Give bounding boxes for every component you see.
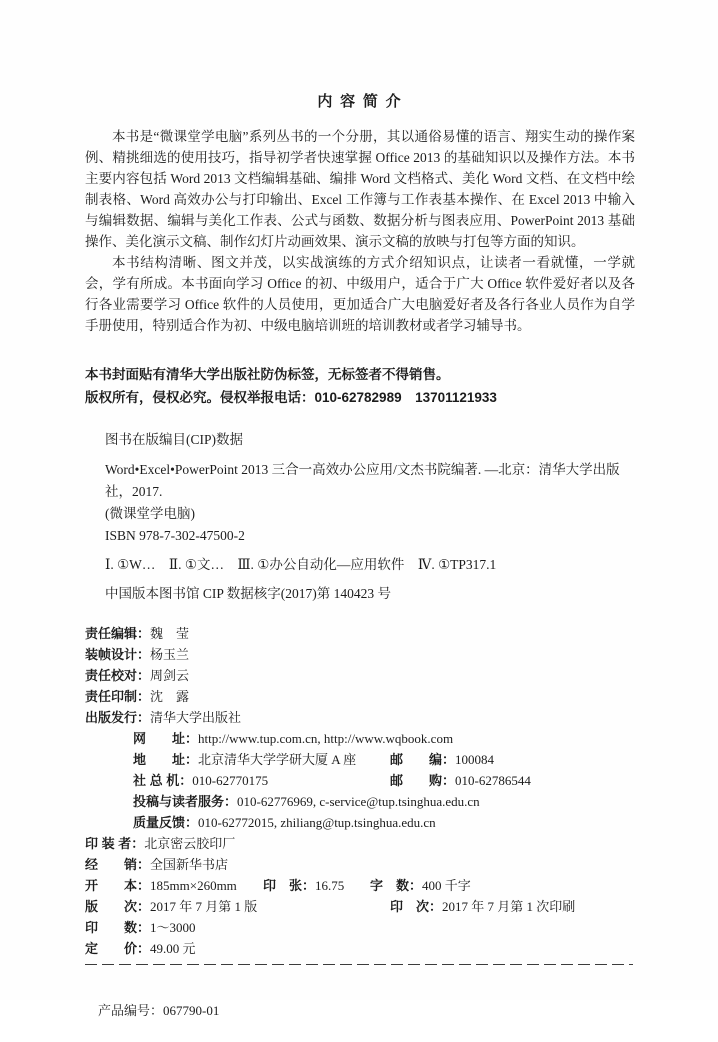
colophon-value: 010-62770175 (192, 773, 269, 788)
colophon-label: 责任校对： (85, 668, 151, 683)
copyright-report-line: 版权所有，侵权必究。侵权举报电话：010-62782989 13701121933 (85, 390, 497, 405)
colophon-value: 010-62786544 (455, 773, 531, 788)
colophon (85, 623, 635, 959)
colophon-row-distributor (85, 854, 635, 875)
colophon-label: 印 装 者： (85, 836, 145, 851)
colophon-label: 邮 编： (390, 752, 456, 767)
content-summary (85, 126, 635, 336)
book-format: 185mm×260mm (150, 878, 237, 893)
colophon-value: 周剑云 (150, 668, 190, 683)
postal-code: 100084 (455, 752, 495, 767)
intro-paragraph-2: 本书结构清晰、图文并茂，以实战演练的方式介绍知识点，让读者一看就懂，一学就会，学有所成。本书面向学习 Office 的初、中级用户，适合于广大 Office 软件爱好者以及各行各业需要学习 Office 软件的人员使用，更加适合广大电脑爱好者及各行各业人员作为自学手册使用，特别适合作为初、中级电脑培训班的培训教材或者学习辅导书。 (85, 255, 635, 333)
colophon-row-address (85, 749, 635, 770)
colophon-label: 印 张： (263, 878, 316, 893)
sheet-count: 16.75 (315, 878, 345, 893)
impression-date: 2017 年 7 月第 1 次印刷 (442, 899, 576, 914)
colophon-row-printing-supervisor (85, 686, 635, 707)
product-number-value: 067790-01 (163, 1003, 220, 1018)
colophon-row-reader-service (85, 791, 635, 812)
quality-feedback-contact: 010-62772015, zhiliang@tup.tsinghua.edu.cn (198, 815, 436, 830)
colophon-value: 北京清华大学学研大厦 A 座 (198, 752, 357, 767)
cip-classification: Ⅰ. ①W… Ⅱ. ①文… Ⅲ. ①办公自动化—应用软件 Ⅳ. ①TP317.1 (105, 557, 497, 572)
cip-header: 图书在版编目(CIP)数据 (105, 432, 243, 447)
cip-series-line: (微课堂学电脑) (105, 506, 195, 521)
anti-counterfeit-line: 本书封面贴有清华大学出版社防伪标签，无标签者不得销售。 (85, 367, 450, 382)
colophon-row-proofreader (85, 665, 635, 686)
cip-block (105, 459, 635, 605)
cip-isbn: ISBN 978-7-302-47500-2 (105, 528, 245, 543)
content-summary-title: 内 容 简 介 (317, 94, 403, 110)
colophon-value: 清华大学出版社 (150, 710, 242, 725)
cip-title-line: Word•Excel•PowerPoint 2013 三合一高效办公应用/文杰书院编著. —北京：清华大学出版社，2017. (105, 462, 620, 499)
colophon-value: 全国新华书店 (150, 857, 229, 872)
colophon-value: 魏 莹 (150, 626, 190, 641)
colophon-label: 责任编辑： (85, 626, 151, 641)
colophon-row-website (85, 728, 635, 749)
cip-registry: 中国版本图书馆 CIP 数据核字(2017)第 140423 号 (105, 586, 391, 601)
colophon-label: 质量反馈： (133, 815, 199, 830)
colophon-row-printer (85, 833, 635, 854)
product-number-line (85, 979, 635, 1042)
colophon-label: 字 数： (370, 878, 423, 893)
colophon-value: 沈 露 (150, 689, 190, 704)
colophon-label: 邮 购： (390, 773, 456, 788)
colophon-row-print-run (85, 917, 635, 938)
colophon-label: 出版发行： (85, 710, 151, 725)
separator-dashed-line (85, 963, 633, 965)
colophon-label: 印 数： (85, 920, 151, 935)
colophon-row-publisher (85, 707, 635, 728)
price: 49.00 元 (150, 941, 196, 956)
colophon-label: 装帧设计： (85, 647, 151, 662)
product-number-label: 产品编号： (98, 1003, 164, 1018)
word-count: 400 千字 (422, 878, 471, 893)
intro-paragraph-1: 本书是“微课堂学电脑”系列丛书的一个分册，其以通俗易懂的语言、翔实生动的操作案例、精挑细选的使用技巧，指导初学者快速掌握 Office 2013 的基础知识以及操作方法。本书主要内容包括 Word 2013 文档编辑基础、编排 Word 文档格式、美化 Word 文档、在文档中绘制表格、Word 高效办公与打印输出、Excel 工作簿与工作表基本操作、在 Excel 2013 中输入与编辑数据、编辑与美化工作表、公式与函数、数据分析与图表应用、PowerPoint 2013 基础操作、美化演示文稿、制作幻灯片动画效果、演示文稿的放映与打包等方面的知识。 (85, 129, 635, 249)
colophon-label: 经 销： (85, 857, 151, 872)
colophon-value: 杨玉兰 (150, 647, 190, 662)
colophon-row-quality-feedback (85, 812, 635, 833)
colophon-label: 版 次： (85, 899, 151, 914)
colophon-label: 投稿与读者服务： (133, 794, 238, 809)
colophon-value: 北京密云胶印厂 (144, 836, 236, 851)
print-run: 1～3000 (150, 920, 196, 935)
colophon-label: 责任印制： (85, 689, 151, 704)
colophon-row-edition (85, 896, 635, 917)
colophon-label: 印 次： (390, 899, 443, 914)
anti-piracy-notice (85, 363, 635, 409)
colophon-label: 定 价： (85, 941, 151, 956)
colophon-row-format (85, 875, 635, 896)
reader-service-contact: 010-62776969, c-service@tup.tsinghua.edu.cn (237, 794, 480, 809)
colophon-label: 社 总 机： (133, 773, 193, 788)
colophon-row-switchboard (85, 770, 635, 791)
publisher-url: http://www.tup.com.cn, http://www.wqbook.com (198, 731, 454, 746)
colophon-label: 开 本： (85, 878, 151, 893)
colophon-row-editor (85, 623, 635, 644)
edition-date: 2017 年 7 月第 1 版 (150, 899, 258, 914)
colophon-label: 网 址： (133, 731, 199, 746)
colophon-row-price (85, 938, 635, 959)
colophon-label: 地 址： (133, 752, 199, 767)
colophon-row-designer (85, 644, 635, 665)
